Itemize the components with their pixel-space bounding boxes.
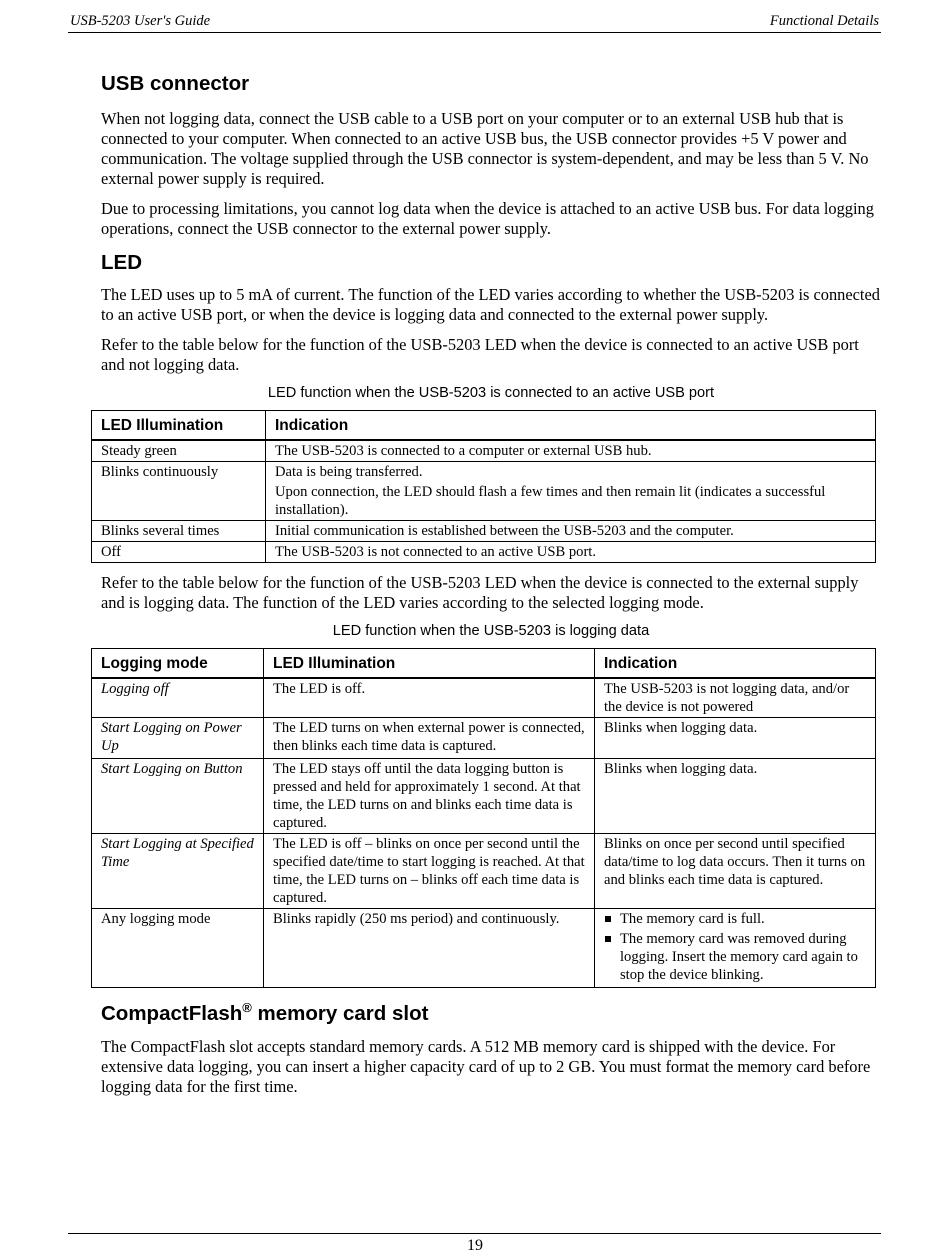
cell-illumination: The LED is off – blinks on once per second until the specified date/time to start logging is reached. At that time, the LED turns on – blinks off each time data is captured. xyxy=(264,834,595,909)
usb-connector-heading: USB connector xyxy=(101,72,250,95)
compactflash-paragraph: The CompactFlash slot accepts standard memory cards. A 512 MB memory card is shipped with the device. For extensive data logging, you can insert a higher capacity card of up to 2 GB. You must format the memory card before logging data for the first time. xyxy=(101,1036,871,1096)
column-header: Indication xyxy=(595,649,876,679)
table-row xyxy=(92,542,876,563)
table2-caption: LED function when the USB-5203 is logging data xyxy=(332,623,650,640)
led-heading: LED xyxy=(101,250,142,274)
led-usb-table xyxy=(91,410,876,563)
heading-text-rest: memory card slot xyxy=(251,1002,429,1026)
running-header xyxy=(68,12,881,33)
cell-illumination: Blinks rapidly (250 ms period) and continuously. xyxy=(264,909,595,988)
indication-bullet-list xyxy=(604,910,866,984)
table-row xyxy=(92,521,876,542)
page-number: 19 xyxy=(467,1237,483,1254)
table1-caption: LED function when the USB-5203 is connected to an active USB port xyxy=(267,385,715,402)
cell-indication: The USB-5203 is connected to a computer or external USB hub. xyxy=(266,440,876,462)
header-section-title: Functional Details xyxy=(769,13,879,29)
square-bullet-icon xyxy=(605,916,611,922)
cell-illumination: Off xyxy=(92,542,266,563)
table-row xyxy=(92,909,876,988)
compactflash-heading xyxy=(101,1002,881,1027)
table-row xyxy=(92,462,876,521)
header-guide-title: USB-5203 User's Guide xyxy=(70,13,211,29)
cell-indication: Blinks when logging data. xyxy=(595,718,876,759)
usb-paragraph-2: Due to processing limitations, you cannot log data when the device is attached to an active USB bus. For data logging operations, connect the USB connector to the external power supply. xyxy=(101,198,874,238)
cell-illumination: The LED turns on when external power is connected, then blinks each time data is captured. xyxy=(264,718,595,759)
heading-text: CompactFlash xyxy=(101,1002,243,1026)
indication-line: Data is being transferred. xyxy=(275,464,423,481)
list-item-text: The memory card is full. xyxy=(620,911,765,928)
list-item xyxy=(604,930,866,984)
cell-illumination: Blinks continuously xyxy=(92,462,266,521)
cell-illumination: The LED stays off until the data logging button is pressed and held for approximately 1 second. At that time, the LED turns on and blinks each time data is captured. xyxy=(264,759,595,834)
column-header: LED Illumination xyxy=(92,411,266,441)
footer-rule xyxy=(68,1233,881,1234)
table-row xyxy=(92,834,876,909)
table-header-row xyxy=(92,649,876,679)
table-header-row xyxy=(92,411,876,441)
cell-logging-mode: Any logging mode xyxy=(92,909,264,988)
cell-logging-mode: Start Logging at Specified Time xyxy=(92,834,264,909)
led-paragraph-1: The LED uses up to 5 mA of current. The function of the LED varies according to whether the USB-5203 is connected to an active USB port, or when the device is logging data and connected to the external power supply. xyxy=(101,285,880,325)
led-logging-table xyxy=(91,648,876,988)
registered-mark: ® xyxy=(242,1000,252,1016)
column-header: LED Illumination xyxy=(264,649,595,679)
cell-logging-mode: Start Logging on Power Up xyxy=(92,718,264,759)
cell-indication: Blinks when logging data. xyxy=(595,759,876,834)
cell-indication: Blinks on once per second until specified data/time to log data occurs. Then it turns on and blinks each time data is captured. xyxy=(595,834,876,909)
table-row xyxy=(92,678,876,718)
column-header: Logging mode xyxy=(92,649,264,679)
cell-indication: The USB-5203 is not connected to an active USB port. xyxy=(266,542,876,563)
table-row xyxy=(92,718,876,759)
cell-logging-mode: Logging off xyxy=(92,678,264,718)
list-item xyxy=(604,910,866,928)
led-paragraph-2: Refer to the table below for the function of the USB-5203 LED when the device is connected to an active USB port and not logging data. xyxy=(101,335,859,375)
column-header: Indication xyxy=(266,411,876,441)
cell-illumination: Steady green xyxy=(92,440,266,462)
square-bullet-icon xyxy=(605,936,611,942)
table-row xyxy=(92,440,876,462)
list-item-text: The memory card was removed during logging. Insert the memory card again to stop the device blinking. xyxy=(620,931,858,984)
cell-indication: Initial communication is established between the USB-5203 and the computer. xyxy=(266,521,876,542)
cell-indication: The USB-5203 is not logging data, and/or the device is not powered xyxy=(595,678,876,718)
cell-illumination: The LED is off. xyxy=(264,678,595,718)
table-row xyxy=(92,759,876,834)
page-content xyxy=(101,72,881,1097)
cell-indication xyxy=(595,909,876,988)
led-paragraph-3: Refer to the table below for the function of the USB-5203 LED when the device is connected to the external supply and is logging data. The function of the LED varies according to the selected logging mode. xyxy=(101,573,859,613)
cell-illumination: Blinks several times xyxy=(92,521,266,542)
usb-paragraph-1: When not logging data, connect the USB cable to a USB port on your computer or to an external USB hub that is connected to your computer. When connected to an active USB bus, the USB connector provides +5 V power and communication. The voltage supplied through the USB connector is system-dependent, and may be less than 5 V. No external power supply is required. xyxy=(101,108,869,188)
cell-logging-mode: Start Logging on Button xyxy=(92,759,264,834)
indication-note: Upon connection, the LED should flash a few times and then remain lit (indicates a successful installation). xyxy=(275,484,826,519)
cell-indication xyxy=(266,462,876,521)
